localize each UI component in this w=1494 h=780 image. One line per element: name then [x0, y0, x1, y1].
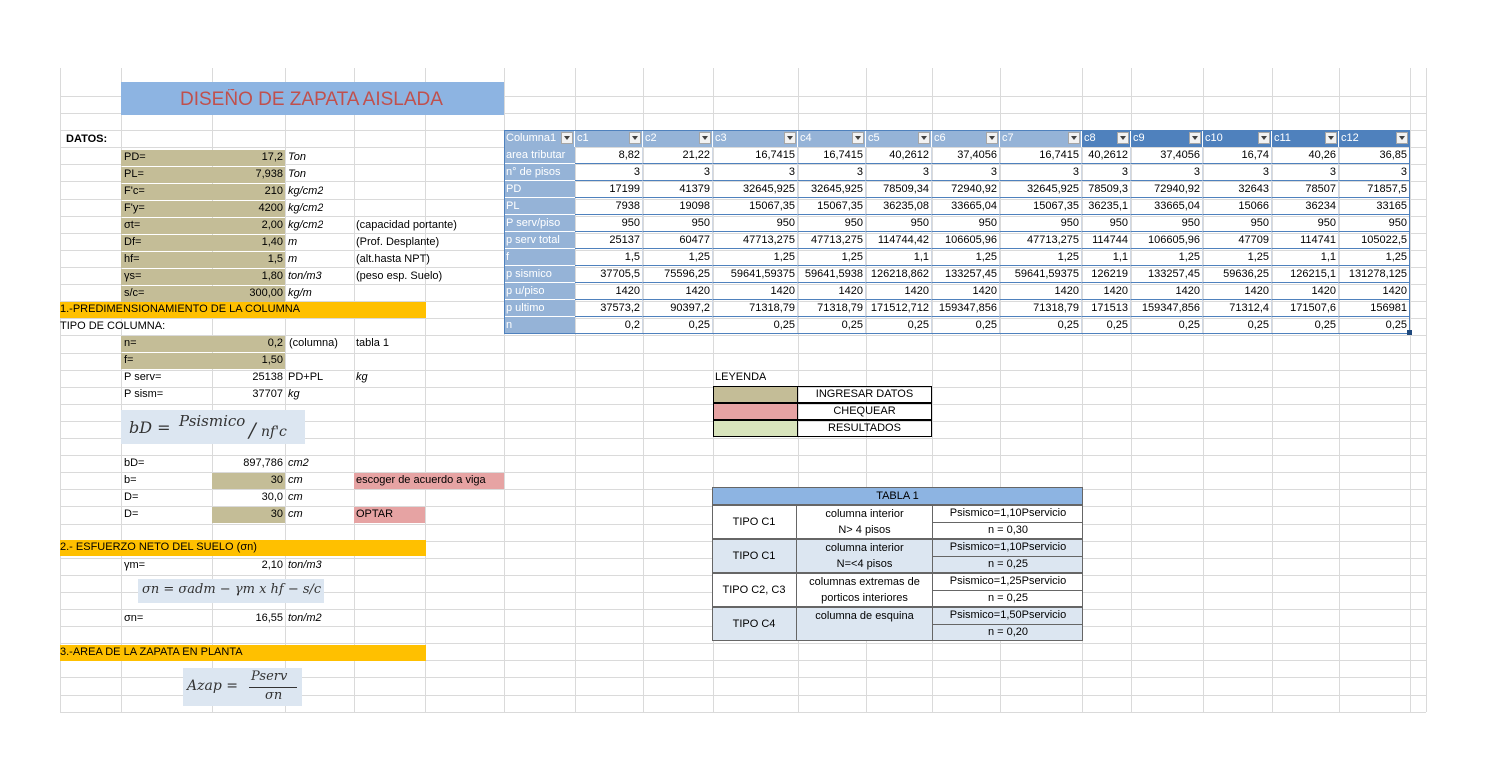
tabla-1-n: n = 0,20: [987, 626, 1029, 638]
f-value: 1,50: [261, 354, 283, 366]
table-cell[interactable]: 950: [1000, 215, 1082, 232]
input-label: γs=: [124, 270, 142, 282]
table-cell[interactable]: 78509,3: [1082, 181, 1131, 198]
table-cell[interactable]: 17199: [575, 181, 643, 198]
tabla-1-desc-line1: columna de esquina: [815, 610, 914, 622]
leyenda-swatch: [713, 386, 798, 403]
table-cell[interactable]: 156981: [1339, 300, 1410, 317]
table-cell[interactable]: 33665,04: [1131, 198, 1203, 215]
table-cell[interactable]: 0,25: [713, 317, 798, 334]
table-cell[interactable]: 3: [798, 164, 866, 181]
table-cell[interactable]: 3: [643, 164, 713, 181]
psism-unit: kg: [288, 388, 300, 400]
table-cell[interactable]: 3: [932, 164, 1000, 181]
table-cell[interactable]: 16,7415: [713, 147, 798, 164]
formula-bd-slash: /: [249, 418, 256, 442]
table-cell[interactable]: 16,74: [1203, 147, 1272, 164]
table-cell[interactable]: 950: [1131, 215, 1203, 232]
table-cell[interactable]: 32645,925: [713, 181, 798, 198]
formula-bd-lhs: bD =: [129, 418, 171, 437]
table-cell[interactable]: 1420: [866, 283, 932, 300]
tabla-1-tipo: TIPO C2, C3: [712, 573, 797, 607]
input-unit: kg/cm2: [288, 202, 324, 214]
table-cell[interactable]: 21,22: [643, 147, 713, 164]
bd-label: bD=: [124, 457, 145, 469]
table-cell[interactable]: 133257,45: [1131, 266, 1203, 283]
table-cell[interactable]: 15067,35: [1000, 198, 1082, 215]
n-value: 0,2: [267, 337, 283, 349]
b-value: 30: [270, 474, 283, 486]
table-row-label: p sismico: [504, 266, 575, 283]
table-cell[interactable]: 1,25: [713, 249, 798, 266]
input-note: (peso esp. Suelo): [356, 270, 443, 282]
d2-label: D=: [124, 508, 139, 520]
table-cell[interactable]: 60477: [643, 232, 713, 249]
table-cell[interactable]: 950: [932, 215, 1000, 232]
table-cell[interactable]: 950: [713, 215, 798, 232]
table-cell[interactable]: 19098: [643, 198, 713, 215]
tabla-1-desc-line2: N> 4 pisos: [838, 524, 891, 536]
table-cell[interactable]: 15066: [1203, 198, 1272, 215]
input-label: σt=: [124, 219, 141, 231]
table-cell[interactable]: 47709: [1203, 232, 1272, 249]
input-unit: Ton: [288, 151, 306, 163]
input-unit: ton/m3: [288, 270, 322, 282]
input-value: 7,938: [255, 168, 283, 180]
table-cell[interactable]: 3: [1000, 164, 1082, 181]
table-cell[interactable]: 1420: [643, 283, 713, 300]
table-cell[interactable]: 3: [1131, 164, 1203, 181]
table-cell[interactable]: 37,4056: [932, 147, 1000, 164]
table-cell[interactable]: 16,7415: [798, 147, 866, 164]
table-cell[interactable]: 3: [1082, 164, 1131, 181]
input-note: (Prof. Desplante): [356, 236, 440, 248]
table-cell[interactable]: 159347,856: [1131, 300, 1203, 317]
table-cell[interactable]: 1420: [932, 283, 1000, 300]
table-cell[interactable]: 1420: [575, 283, 643, 300]
table-header-label: c6: [934, 132, 946, 144]
table-cell[interactable]: 1420: [1272, 283, 1339, 300]
leyenda-label: INGRESAR DATOS: [797, 386, 932, 403]
tipo-columna-label: TIPO DE COLUMNA:: [60, 320, 166, 332]
table-cell[interactable]: 3: [713, 164, 798, 181]
table-cell[interactable]: 47713,275: [713, 232, 798, 249]
input-note: (capacidad portante): [356, 219, 457, 231]
table-cell[interactable]: 59641,59375: [713, 266, 798, 283]
table-resize-handle[interactable]: [1407, 330, 1412, 335]
table-row-label: p u/piso: [504, 283, 575, 300]
table-row-label: area tributar: [504, 147, 575, 164]
input-label: PL=: [124, 168, 144, 180]
table-cell[interactable]: 59636,25: [1203, 266, 1272, 283]
table-cell[interactable]: 106605,96: [1131, 232, 1203, 249]
leyenda-swatch: [713, 403, 798, 420]
pserv-unit: PD+PL: [288, 371, 324, 383]
table-cell[interactable]: 33165: [1339, 198, 1410, 215]
table-cell[interactable]: 1420: [1339, 283, 1410, 300]
table-cell[interactable]: 114744: [1082, 232, 1131, 249]
tabla-1-tipo: TIPO C4: [712, 607, 797, 641]
table-header-label: c2: [645, 132, 657, 144]
table-cell[interactable]: 3: [1339, 164, 1410, 181]
table-cell[interactable]: 47713,275: [798, 232, 866, 249]
table-cell[interactable]: 1,25: [1339, 249, 1410, 266]
table-header-label: c11: [1274, 132, 1291, 144]
table-cell[interactable]: 59641,59375: [1000, 266, 1082, 283]
formula-azap-lhs: Azap =: [187, 678, 238, 694]
table-cell[interactable]: 36235,1: [1082, 198, 1131, 215]
table-cell[interactable]: 32643: [1203, 181, 1272, 198]
table-cell[interactable]: 1,1: [1082, 249, 1131, 266]
table-cell[interactable]: 75596,25: [643, 266, 713, 283]
table-cell[interactable]: 950: [1339, 215, 1410, 232]
pserv-unit2: kg: [356, 371, 368, 383]
input-value: 4200: [258, 202, 283, 214]
d1-label: D=: [124, 491, 139, 503]
input-unit: kg/cm2: [288, 219, 324, 231]
d2-unit: cm: [288, 508, 303, 520]
section-1-title: 1.-PREDIMENSIONAMIENTO DE LA COLUMNA: [60, 303, 301, 315]
section-2-title: 2.- ESFUERZO NETO DEL SUELO (σn): [60, 541, 257, 553]
table-cell[interactable]: 8,82: [575, 147, 643, 164]
input-label: Df=: [124, 236, 142, 248]
section-3-title: 3.-AREA DE LA ZAPATA EN PLANTA: [60, 646, 243, 658]
table-cell[interactable]: 78507: [1272, 181, 1339, 198]
table-cell[interactable]: 0,25: [643, 317, 713, 334]
table-cell[interactable]: 126218,862: [866, 266, 932, 283]
table-cell[interactable]: 1,25: [643, 249, 713, 266]
table-header-label: c10: [1205, 132, 1223, 144]
table-cell[interactable]: 59641,5938: [798, 266, 866, 283]
table-cell[interactable]: 71318,79: [1000, 300, 1082, 317]
table-row-label: p serv total: [504, 232, 575, 249]
table-cell[interactable]: 1420: [713, 283, 798, 300]
table-cell[interactable]: 32645,925: [798, 181, 866, 198]
page-title: DISEÑO DE ZAPATA AISLADA: [180, 89, 443, 110]
ym-value: 2,10: [261, 559, 283, 571]
table-cell[interactable]: 71318,79: [798, 300, 866, 317]
table-cell[interactable]: 40,2612: [866, 147, 932, 164]
input-label: F'c=: [124, 185, 145, 197]
table-cell[interactable]: 0,25: [1000, 317, 1082, 334]
formula-bd-den: nf'c: [261, 424, 287, 440]
tabla-1-psismico: Psismico=1,10Pservicio: [949, 507, 1067, 519]
input-unit: Ton: [288, 168, 306, 180]
input-value: 300,00: [249, 287, 283, 299]
table-cell[interactable]: 15067,35: [713, 198, 798, 215]
table-cell[interactable]: 25137: [575, 232, 643, 249]
table-header-label: c8: [1084, 132, 1096, 144]
leyenda-title: LEYENDA: [715, 371, 767, 383]
table-cell[interactable]: 47713,275: [1000, 232, 1082, 249]
sn-unit: ton/m2: [288, 612, 322, 624]
table-cell[interactable]: 950: [1082, 215, 1131, 232]
table-border: [504, 130, 1410, 334]
table-row-label: PD: [504, 181, 575, 198]
tabla-1-desc-line1: columnas extremas de: [809, 576, 920, 588]
b-note: escoger de acuerdo a viga: [356, 474, 486, 486]
pserv-label: P serv=: [124, 371, 162, 383]
table-cell[interactable]: 33665,04: [932, 198, 1000, 215]
formula-bd-num: Psismico: [179, 412, 246, 430]
tabla-1-tipo: TIPO C1: [712, 505, 797, 539]
table-cell[interactable]: 1,25: [798, 249, 866, 266]
table-cell[interactable]: 171507,6: [1272, 300, 1339, 317]
ym-unit: ton/m3: [288, 559, 322, 571]
formula-azap: [183, 668, 302, 706]
f-label: f=: [124, 354, 134, 366]
grid-row-line: [60, 712, 1426, 713]
table-cell[interactable]: 72940,92: [932, 181, 1000, 198]
table-cell[interactable]: 105022,5: [1339, 232, 1410, 249]
table-cell[interactable]: 1,5: [575, 249, 643, 266]
input-unit: kg/cm2: [288, 185, 324, 197]
table-cell[interactable]: 0,25: [1131, 317, 1203, 334]
table-cell[interactable]: 1,25: [932, 249, 1000, 266]
table-cell[interactable]: 1420: [798, 283, 866, 300]
formula-sigma-n-text: σn = σadm − γm x hf − s/c: [142, 582, 322, 597]
tabla-1-n: n = 0,30: [987, 524, 1029, 536]
table-cell[interactable]: 72940,92: [1131, 181, 1203, 198]
table-cell[interactable]: 0,25: [1203, 317, 1272, 334]
d1-unit: cm: [288, 491, 303, 503]
table-cell[interactable]: 37705,5: [575, 266, 643, 283]
leyenda-swatch: [713, 420, 798, 437]
table-row-label: P serv/piso: [504, 215, 575, 232]
table-row-label: n: [504, 317, 575, 334]
input-value: 17,2: [261, 151, 283, 163]
table-cell[interactable]: 114744,42: [866, 232, 932, 249]
table-cell[interactable]: 71318,79: [713, 300, 798, 317]
table-cell[interactable]: 950: [575, 215, 643, 232]
tabla-1-psismico: Psismico=1,50Pservicio: [949, 609, 1067, 621]
input-value: 210: [264, 185, 283, 197]
leyenda-label: CHEQUEAR: [797, 403, 932, 420]
tabla-1-tipo: TIPO C1: [712, 539, 797, 573]
table-cell[interactable]: 0,2: [575, 317, 643, 334]
table-cell[interactable]: 41379: [643, 181, 713, 198]
table-cell[interactable]: 1,1: [866, 249, 932, 266]
input-value: 2,00: [261, 219, 283, 231]
table-cell[interactable]: 36,85: [1339, 147, 1410, 164]
tabla-1-desc-line2: porticos interiores: [821, 592, 908, 604]
table-cell[interactable]: 1,25: [1203, 249, 1272, 266]
table-cell[interactable]: 126215,1: [1272, 266, 1339, 283]
table-row-label: PL: [504, 198, 575, 215]
table-cell[interactable]: 0,25: [1339, 317, 1410, 334]
tabla-1-desc-line1: columna interior: [825, 508, 904, 520]
b-label: b=: [124, 474, 137, 486]
table-cell[interactable]: 0,25: [866, 317, 932, 334]
table-cell[interactable]: 3: [575, 164, 643, 181]
table-cell[interactable]: 90397,2: [643, 300, 713, 317]
table-cell[interactable]: 7938: [575, 198, 643, 215]
tabla-1-desc-line1: columna interior: [825, 542, 904, 554]
table-header-label: c12: [1341, 132, 1359, 144]
table-cell[interactable]: 133257,45: [932, 266, 1000, 283]
table-cell[interactable]: 131278,125: [1339, 266, 1410, 283]
table-header-label: c3: [715, 132, 727, 144]
table-cell[interactable]: 950: [643, 215, 713, 232]
tabla-1-psismico: Psismico=1,25Pservicio: [949, 575, 1067, 587]
grid-col-line: [1426, 68, 1427, 712]
input-value: 1,80: [261, 270, 283, 282]
table-cell[interactable]: 1,25: [1131, 249, 1203, 266]
pserv-value: 25138: [252, 371, 283, 383]
table-header-label: c1: [577, 132, 589, 144]
table-cell[interactable]: 71857,5: [1339, 181, 1410, 198]
formula-sigma-n: [138, 579, 324, 603]
table-cell[interactable]: 106605,96: [932, 232, 1000, 249]
table-cell[interactable]: 3: [1272, 164, 1339, 181]
input-unit: kg/m: [288, 287, 312, 299]
tabla-1-desc-line2: N=<4 pisos: [836, 558, 893, 570]
table-cell[interactable]: 950: [866, 215, 932, 232]
table-cell[interactable]: 1420: [1131, 283, 1203, 300]
table-cell[interactable]: 1,25: [1000, 249, 1082, 266]
d2-value: 30: [270, 508, 283, 520]
tabla-1-n: n = 0,25: [987, 558, 1029, 570]
input-unit: m: [288, 236, 298, 248]
table-cell[interactable]: 0,25: [798, 317, 866, 334]
input-note: (alt.hasta NPT): [356, 253, 430, 265]
table-header-label: c4: [800, 132, 812, 144]
table-header-label: c5: [868, 132, 880, 144]
table-cell[interactable]: 36235,08: [866, 198, 932, 215]
table-cell[interactable]: 171513: [1082, 300, 1131, 317]
n-note: (columna): [289, 337, 338, 349]
table-cell[interactable]: 950: [1203, 215, 1272, 232]
table-cell[interactable]: 15067,35: [798, 198, 866, 215]
table-cell[interactable]: 0,25: [932, 317, 1000, 334]
table-header-label: Columna1: [506, 132, 557, 144]
bd-value: 897,786: [243, 457, 283, 469]
table-cell[interactable]: 1,1: [1272, 249, 1339, 266]
formula-azap-den: σn: [265, 688, 283, 703]
table-row-label: n° de pisos: [504, 164, 575, 181]
table-cell[interactable]: 950: [798, 215, 866, 232]
table-cell[interactable]: 3: [866, 164, 932, 181]
input-value: 1,40: [261, 236, 283, 248]
table-cell[interactable]: 37,4056: [1131, 147, 1203, 164]
table-cell[interactable]: 1420: [1203, 283, 1272, 300]
psism-label: P sism=: [124, 388, 164, 400]
grid-row-line: [60, 643, 1426, 644]
table-cell[interactable]: 950: [1272, 215, 1339, 232]
table-cell[interactable]: 16,7415: [1000, 147, 1082, 164]
table-cell[interactable]: 32645,925: [1000, 181, 1082, 198]
formula-bd: [121, 410, 305, 444]
leyenda-label: RESULTADOS: [797, 420, 932, 437]
table-cell[interactable]: 71312,4: [1203, 300, 1272, 317]
sn-label: σn=: [124, 612, 144, 624]
table-row-label: f: [504, 249, 575, 266]
bd-unit: cm2: [288, 457, 309, 469]
datos-label: DATOS:: [66, 133, 108, 145]
table-cell[interactable]: 0,25: [1272, 317, 1339, 334]
table-cell[interactable]: 1420: [1082, 283, 1131, 300]
b-unit: cm: [288, 474, 303, 486]
d1-value: 30,0: [261, 491, 283, 503]
d2-note: OPTAR: [356, 508, 394, 520]
n-tabla: tabla 1: [356, 337, 390, 349]
tabla-1-n: n = 0,25: [987, 592, 1029, 604]
sn-value: 16,55: [255, 612, 283, 624]
table-header-label: c7: [1002, 132, 1014, 144]
table-cell[interactable]: 171512,712: [866, 300, 932, 317]
table-cell[interactable]: 37573,2: [575, 300, 643, 317]
table-cell[interactable]: 114741: [1272, 232, 1339, 249]
table-cell[interactable]: 0,25: [1082, 317, 1131, 334]
ym-label: γm=: [124, 559, 146, 571]
formula-azap-num: Pserv: [251, 669, 288, 684]
input-unit: m: [288, 253, 298, 265]
table-header-label: c9: [1133, 132, 1145, 144]
table-cell[interactable]: 1420: [1000, 283, 1082, 300]
input-label: PD=: [124, 151, 146, 163]
psism-value: 37707: [252, 388, 283, 400]
table-cell[interactable]: 40,26: [1272, 147, 1339, 164]
table-cell[interactable]: 40,2612: [1082, 147, 1131, 164]
input-label: hf=: [124, 253, 140, 265]
tabla-1-title: TABLA 1: [712, 487, 1083, 505]
table-cell[interactable]: 78509,34: [866, 181, 932, 198]
n-label: n=: [124, 337, 137, 349]
table-cell[interactable]: 126219: [1082, 266, 1131, 283]
input-label: F'y=: [124, 202, 145, 214]
table-cell[interactable]: 3: [1203, 164, 1272, 181]
input-value: 1,5: [267, 253, 283, 265]
table-row-label: p ultimo: [504, 300, 575, 317]
table-cell[interactable]: 36234: [1272, 198, 1339, 215]
table-cell[interactable]: 159347,856: [932, 300, 1000, 317]
tabla-1-psismico: Psismico=1,10Pservicio: [949, 541, 1067, 553]
input-label: s/c=: [124, 287, 145, 299]
